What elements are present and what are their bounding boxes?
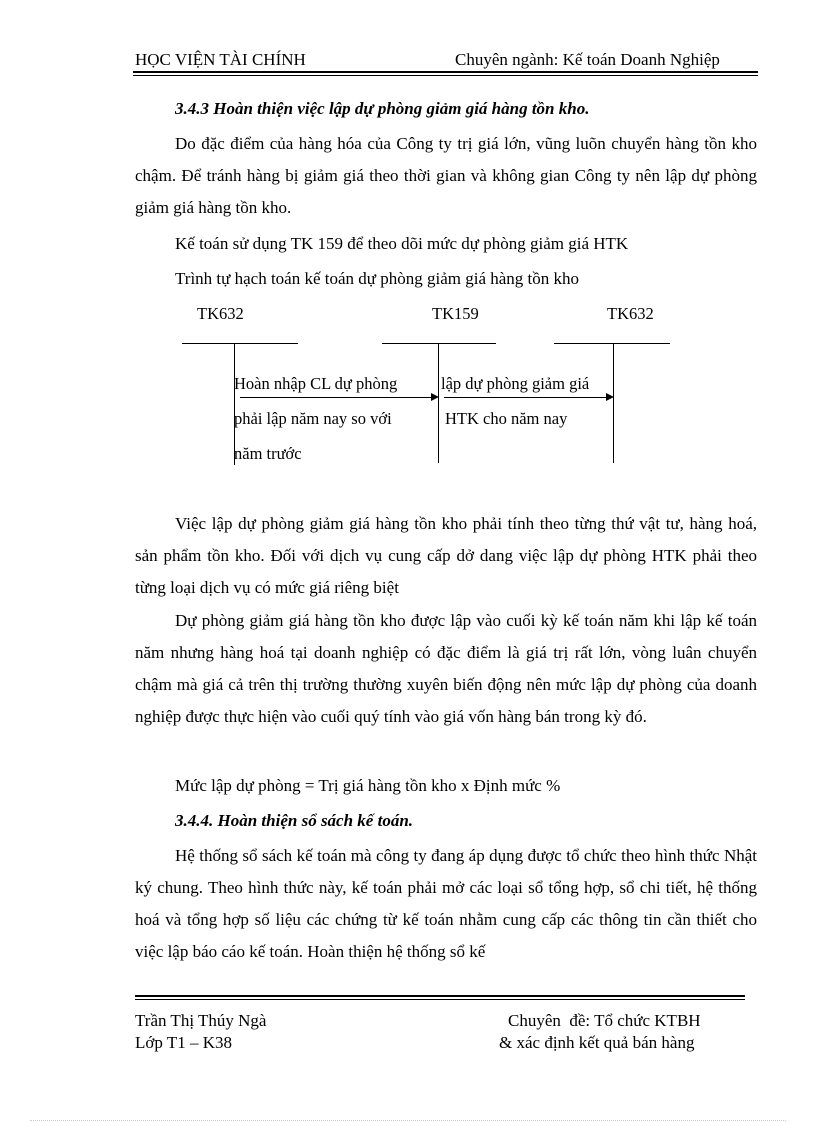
t-account-top-tk159 (382, 343, 496, 344)
section-343-heading: 3.4.3 Hoàn thiện việc lập dự phòng giảm giá hàng tồn kho. (175, 99, 590, 118)
page-bottom-dotted-edge (30, 1120, 786, 1121)
footer-rule-thick (135, 995, 745, 997)
arrow-right-entry-head-icon (606, 393, 614, 401)
arrow-right-entry-line (444, 397, 607, 398)
section-344-heading: 3.4.4. Hoàn thiện sổ sách kế toán. (175, 811, 414, 830)
account-label-tk632-left: TK632 (197, 304, 244, 323)
header-institution: HỌC VIỆN TÀI CHÍNH (135, 50, 306, 69)
arrow-left-entry-line (240, 397, 432, 398)
header-rule-thick (133, 71, 758, 73)
left-entry-line-2: phải lập năm nay so với (234, 409, 392, 428)
footer-author: Trần Thị Thúy Ngà (135, 1011, 267, 1030)
tk159-line: Kế toán sử dụng TK 159 để theo dõi mức dự phòng giảm giá HTK (175, 234, 629, 253)
footer-topic-line-2: & xác định kết quả bán hàng (499, 1033, 695, 1052)
paragraph-htk-detail: Việc lập dự phòng giảm giá hàng tồn kho phải tính theo từng thứ vật tư, hàng hoá, sản phẩm tồn kho. Đối với dịch vụ cung cấp dở dang việc lập dự phòng HTK phải theo từng loại dịch vụ có mức giá riêng biệt (135, 514, 757, 597)
footer-topic-line-1: Chuyên đề: Tổ chức KTBH (508, 1011, 701, 1030)
t-account-top-tk632-left (182, 343, 298, 344)
t-account-stem-tk632-right (613, 343, 614, 463)
section-344-paragraph: Hệ thống sổ sách kế toán mà công ty đang áp dụng được tổ chức theo hình thức Nhật ký chung. Theo hình thức này, kế toán phải mở các loại sổ tổng hợp, sổ chi tiết, hệ thống hoá và tổng hợp số liệu các chứng từ kế toán nhằm cung cấp các thông tin cần thiết cho việc lập báo cáo kế toán. Hoàn thiện hệ thống sổ kế (135, 846, 757, 961)
formula-line: Mức lập dự phòng = Trị giá hàng tồn kho x Định mức % (175, 776, 561, 795)
section-343-paragraph: Do đặc điểm của hàng hóa của Công ty trị giá lớn, vũng luõn chuyển hàng tồn kho chậm. Để tránh hàng bị giảm giá theo thời gian và không gian Công ty nên lập dự phòng giảm giá hàng tồn kho. (135, 134, 757, 217)
right-entry-line-1: lập dự phòng giảm giá (441, 374, 590, 393)
right-entry-line-2: HTK cho năm nay (445, 409, 568, 428)
header-major: Chuyên ngành: Kế toán Doanh Nghiệp (455, 50, 720, 69)
left-entry-line-1: Hoàn nhập CL dự phòng (234, 374, 398, 393)
t-account-top-tk632-right (554, 343, 670, 344)
left-entry-line-3: năm trước (234, 444, 302, 463)
footer-rule-thin (135, 999, 745, 1000)
footer-class: Lớp T1 – K38 (135, 1033, 232, 1052)
arrow-left-entry-head-icon (431, 393, 439, 401)
paragraph-htk-timing: Dự phòng giảm giá hàng tồn kho được lập vào cuối kỳ kế toán năm khi lập kế toán năm nhưng hàng hoá tại doanh nghiệp có đặc điểm là giá trị rất lớn, vòng luân chuyển chậm mà giá cả trên thị trường thường xuyên biến động nên mức lập dự phòng của doanh nghiệp được thực hiện vào cuối quý tính vào giá vốn hàng bán trong kỳ đó. (135, 611, 757, 726)
t-account-stem-tk159 (438, 343, 439, 463)
account-label-tk159: TK159 (432, 304, 479, 323)
sequence-line: Trình tự hạch toán kế toán dự phòng giảm giá hàng tồn kho (175, 269, 580, 288)
header-rule-thin (133, 75, 758, 76)
account-label-tk632-right: TK632 (607, 304, 654, 323)
